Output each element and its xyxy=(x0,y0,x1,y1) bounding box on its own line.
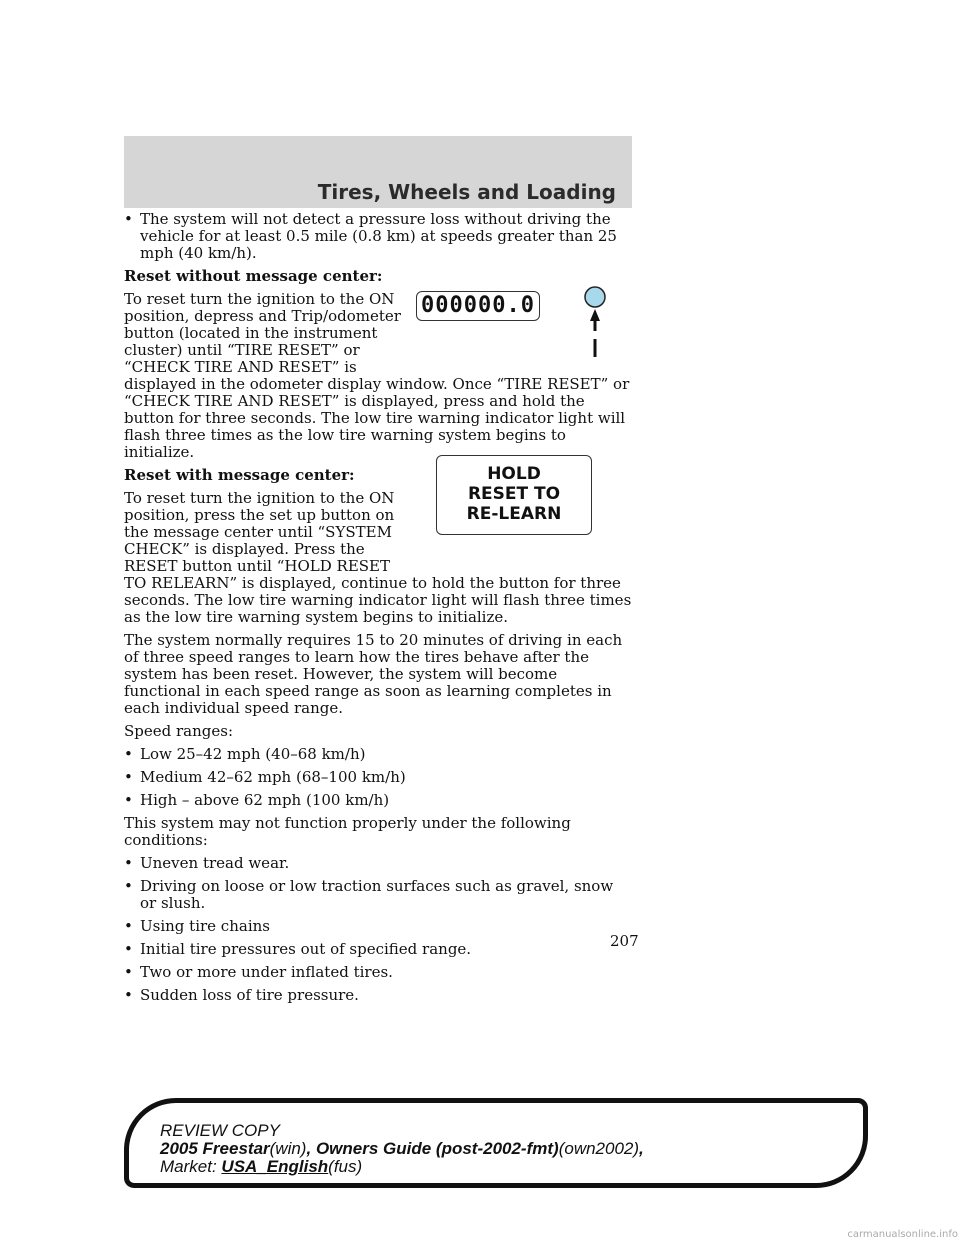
list-item: • Two or more under inflated tires. xyxy=(124,963,393,981)
button-circle xyxy=(585,287,605,307)
page-number: 207 xyxy=(610,932,639,950)
list-item: • Driving on loose or low traction surfaces such as gravel, snow or slush. xyxy=(124,877,614,912)
arrow-head xyxy=(590,309,600,321)
bullet-icon: • xyxy=(124,986,133,1004)
learning-paragraph: The system normally requires 15 to 20 minutes of driving in each of three speed ranges to learn how the tires behave after the system has been reset. However, the system will become functional in each speed range as soon as learning completes in each individual speed range. xyxy=(124,631,623,717)
list-item: • The system will not detect a pressure loss without driving the vehicle for at least 0.5 mile (0.8 km) at speeds greater than 25 mph (40 km/h). xyxy=(124,210,617,262)
bullet-icon: • xyxy=(124,917,133,935)
reset-with-heading: Reset with message center: xyxy=(124,466,355,484)
bullet-icon: • xyxy=(124,854,133,872)
header-band xyxy=(124,136,632,208)
section-title: Tires, Wheels and Loading xyxy=(317,180,616,204)
reset-with-paragraph: To reset turn the ignition to the ON position, press the set up button on the message center until “SYSTEM CHECK” is displayed. Press the RESET button until “HOLD RESET TO RELEARN” is displayed, continue to hold the button for three seconds. The low tire warning indicator light will flash three times as the low tire warning system begins to initialize. xyxy=(124,489,632,626)
bullet-icon: • xyxy=(124,940,133,958)
speed-ranges-label: Speed ranges: xyxy=(124,722,234,740)
bullet-icon: • xyxy=(124,768,133,786)
arrow-shaft xyxy=(594,320,597,331)
list-item: • High – above 62 mph (100 km/h) xyxy=(124,791,390,809)
list-item: • Using tire chains xyxy=(124,917,270,935)
bullet-icon: • xyxy=(124,963,133,981)
bullet-icon: • xyxy=(124,791,133,809)
list-item: • Initial tire pressures out of specified range. xyxy=(124,940,472,958)
message-center-display: HOLD RESET TO RE-LEARN xyxy=(436,455,592,535)
button-stem xyxy=(594,339,597,357)
list-item: • Low 25–42 mph (40–68 km/h) xyxy=(124,745,366,763)
odometer-display: 000000.0 xyxy=(416,291,540,321)
list-item: • Sudden loss of tire pressure. xyxy=(124,986,359,1004)
review-copy-text: REVIEW COPY 2005 Freestar(win), Owners Guide (post-2002-fmt)(own2002), Market: USA_English(fus) xyxy=(160,1121,644,1176)
bullet-icon: • xyxy=(124,877,133,895)
bullet-icon: • xyxy=(124,210,133,228)
reset-without-heading: Reset without message center: xyxy=(124,267,383,285)
list-item: • Medium 42–62 mph (68–100 km/h) xyxy=(124,768,406,786)
bullet-icon: • xyxy=(124,745,133,763)
page-content xyxy=(124,211,632,1010)
list-item: • Uneven tread wear. xyxy=(124,854,290,872)
conditions-intro: This system may not function properly under the following conditions: xyxy=(124,814,571,849)
watermark: carmanualsonline.info xyxy=(847,1229,958,1240)
reset-button-icon xyxy=(582,285,608,357)
reset-without-paragraph: To reset turn the ignition to the ON position, depress and Trip/odometer button (located in the instrument cluster) until “TIRE RESET” or “CHECK TIRE AND RESET” is displayed in the odometer display window. Once “TIRE RESET” or “CHECK TIRE AND RESET” is displayed, press and hold the button for three seconds. The low tire warning indicator light will flash three times as the low tire warning system begins to initialize. xyxy=(124,290,630,461)
